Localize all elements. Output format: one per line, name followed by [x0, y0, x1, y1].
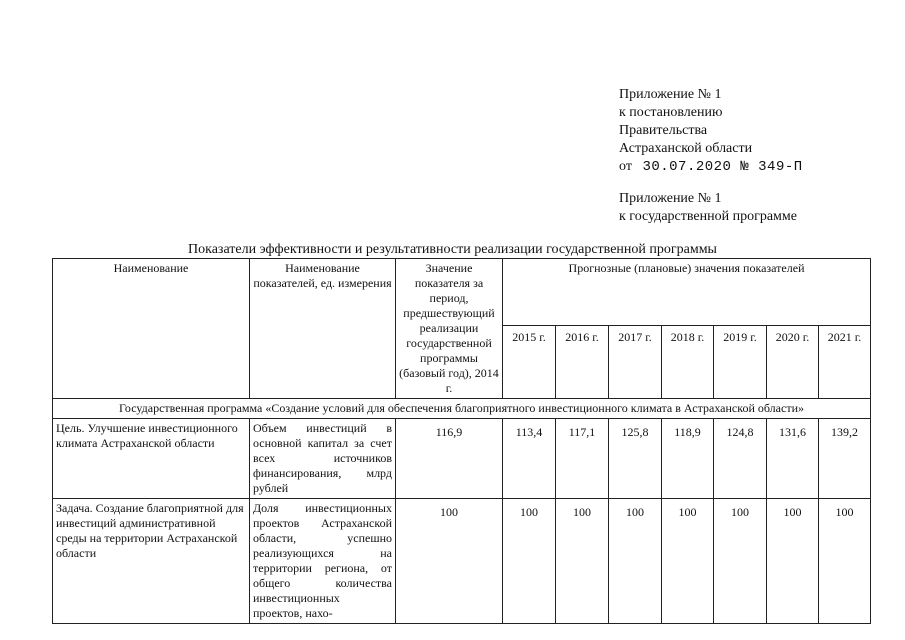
row-indicator-cell: Объем инвестиций в основной капитал за счет всех источников финансирования, млрд рублей — [250, 419, 396, 499]
row-value-cell: 131,6 — [767, 419, 819, 499]
row-value-cell: 125,8 — [609, 419, 662, 499]
header-year: 2018 г. — [662, 325, 714, 398]
header-year: 2019 г. — [714, 325, 767, 398]
header-date-value: 30.07.2020 № 349-П — [642, 159, 803, 175]
header-indicator: Наименование показателей, ед. измерения — [250, 259, 396, 399]
row-indicator-cell: Доля инвестиционных проектов Астраханской области, успешно реализующихся на территории региона, от общего количества инвестиционных проектов, нахо- — [250, 499, 396, 624]
program-appendix-line: Приложение № 1 — [619, 191, 722, 206]
row-value-cell: 118,9 — [662, 419, 714, 499]
row-value-cell: 100 — [714, 499, 767, 624]
header-name: Наименование — [53, 259, 250, 399]
header-appendix-line: Приложение № 1 — [619, 87, 722, 102]
header-region-line: Астраханской области — [619, 141, 753, 156]
row-name-cell: Цель. Улучшение инвестиционного климата Астраханской области — [53, 419, 250, 499]
row-value-cell: 100 — [767, 499, 819, 624]
table-row — [53, 499, 871, 624]
program-appendix-header — [619, 190, 797, 226]
header-year: 2020 г. — [767, 325, 819, 398]
row-value-cell: 113,4 — [503, 419, 556, 499]
row-value-cell: 139,2 — [819, 419, 871, 499]
program-reference-line: к государственной программе — [619, 209, 797, 224]
header-government-line: Правительства — [619, 123, 708, 138]
row-value-cell: 117,1 — [556, 419, 609, 499]
row-value-cell: 100 — [609, 499, 662, 624]
row-value-cell: 124,8 — [714, 419, 767, 499]
table-header-row — [53, 259, 871, 326]
row-value-cell: 100 — [503, 499, 556, 624]
header-resolution-line: к постановлению — [619, 105, 723, 120]
header-date-line — [619, 158, 803, 176]
indicators-table — [52, 258, 871, 624]
row-value-cell: 100 — [556, 499, 609, 624]
row-value-cell: 100 — [819, 499, 871, 624]
header-date-prefix: от — [619, 159, 632, 174]
header-year: 2017 г. — [609, 325, 662, 398]
header-forecast: Прогнозные (плановые) значения показателей — [503, 259, 871, 326]
header-year: 2016 г. — [556, 325, 609, 398]
table-title: Показатели эффективности и результативности реализации государственной программы — [188, 242, 717, 257]
row-value-cell: 100 — [662, 499, 714, 624]
row-name-cell: Задача. Создание благоприятной для инвестиций административной среды на территории Астраханской области — [53, 499, 250, 624]
header-year: 2015 г. — [503, 325, 556, 398]
program-title-cell: Государственная программа «Создание условий для обеспечения благоприятного инвестиционного климата в Астраханской области» — [53, 399, 871, 419]
program-row — [53, 399, 871, 419]
document-header — [619, 86, 803, 176]
table-row — [53, 419, 871, 499]
header-base-value: Значение показателя за период, предшествующий реализации государственной программы (базовый год), 2014 г. — [396, 259, 503, 399]
header-year: 2021 г. — [819, 325, 871, 398]
row-base-cell: 116,9 — [396, 419, 503, 499]
row-base-cell: 100 — [396, 499, 503, 624]
